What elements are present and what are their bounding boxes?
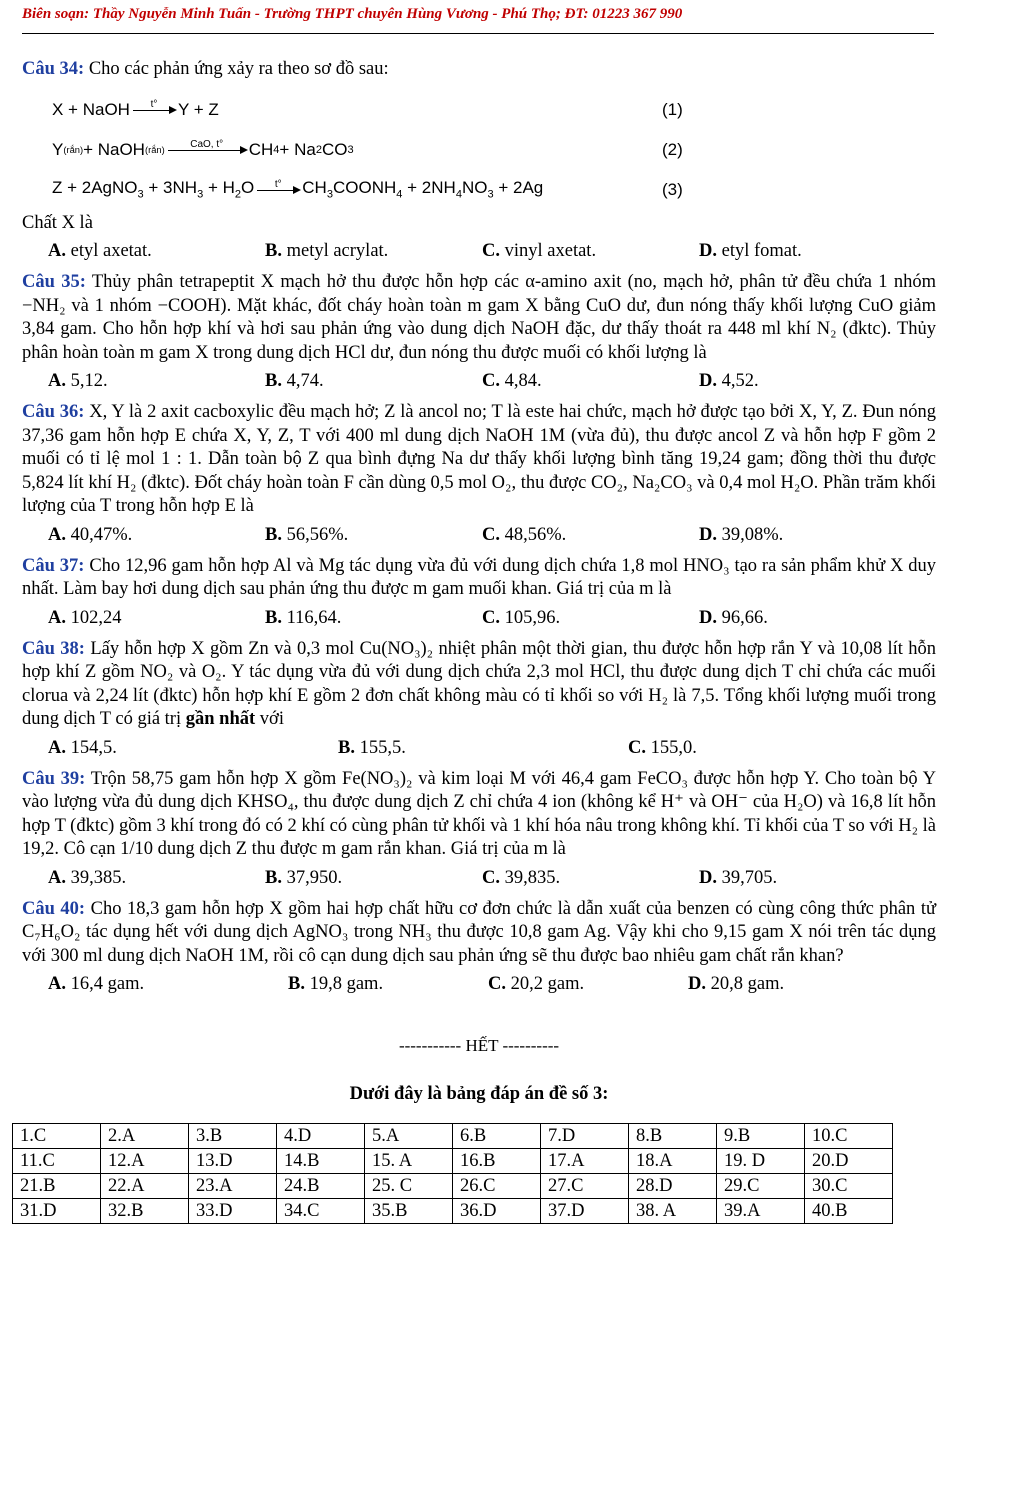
- question-text: Thủy phân tetrapeptit X mạch hở thu được hỗn hợp các α-amino axit (no, mạch hở, phân tử đều chứa 1 nhóm −NH₂ và 1 nhóm −COOH). Mặt khác, đốt cháy hoàn toàn m gam X bằng CuO dư, đun nóng thấy khối lượng CuO giảm 3,84 gam. Cho hỗn hợp khí và hơi sau phản ứng vào dung dịch NaOH đặc, dư thấy thoát ra 448 ml khí N₂ (đktc). Thủy phân hoàn toàn m gam X trong dung dịch HCl dư, đun nóng thu được muối có khối lượng là: [22, 272, 936, 363]
- table-cell: 28.D: [629, 1174, 717, 1199]
- answer-options: [48, 866, 936, 890]
- eq1-number: (1): [662, 99, 683, 119]
- table-cell: 15. A: [365, 1149, 453, 1174]
- table-cell: 12.A: [101, 1149, 189, 1174]
- exam-content: [22, 58, 936, 1224]
- option-c: C. vinyl axetat.: [482, 241, 597, 261]
- table-cell: 21.B: [13, 1174, 101, 1199]
- table-cell: 11.C: [13, 1149, 101, 1174]
- table-cell: 39.A: [717, 1199, 805, 1224]
- table-cell: 7.D: [541, 1124, 629, 1149]
- table-cell: 32.B: [101, 1199, 189, 1224]
- option-b: B. 116,64.: [265, 607, 342, 628]
- table-cell: 14.B: [277, 1149, 365, 1174]
- question-text: Cho 12,96 gam hỗn hợp Al và Mg tác dụng vừa đủ với dung dịch chứa 1,8 mol HNO₃ tạo ra sản phẩm khử X duy nhất. Làm bay hơi dung dịch sau phản ứng thu được m gam muối khan. Giá trị của m là: [22, 555, 937, 599]
- answer-options: [48, 736, 936, 760]
- answer-options: [48, 972, 936, 996]
- table-cell: 18.A: [629, 1149, 717, 1174]
- page-header: Biên soạn: Thầy Nguyễn Minh Tuấn - Trường THPT chuyên Hùng Vương - Phú Thọ; ĐT: 01223 367 990: [22, 6, 934, 34]
- option-c: C. 4,84.: [482, 371, 542, 391]
- question-text: Lấy hỗn hợp X gồm Zn và 0,3 mol Cu(NO₃)₂ nhiệt phân một thời gian, thu được hỗn hợp rắn Y và 10,08 lít hỗn hợp khí Z gồm NO₂ và O₂. Y tác dụng vừa đủ với dung dịch chứa 2,3 mol HCl, thu được dung dịch T chỉ chứa các muối clorua và 2,24 lít (đktc) hỗn hợp khí E gồm 2 đơn chất không màu có tỉ khối so với H₂ là 7,5. Tổng khối lượng muối trong dung dịch T có giá trị: [22, 638, 937, 729]
- table-cell: 33.D: [189, 1199, 277, 1224]
- table-cell: 26.C: [453, 1174, 541, 1199]
- answer-options: [48, 523, 936, 547]
- option-a: A. 5,12.: [48, 371, 108, 391]
- option-b: B. 37,950.: [265, 867, 343, 888]
- eq2-y: Y: [52, 139, 64, 159]
- table-cell: 31.D: [13, 1199, 101, 1224]
- option-b: B. metyl acrylat.: [265, 241, 389, 261]
- table-cell: 38. A: [629, 1199, 717, 1224]
- eq2-y-state: (rắn): [63, 144, 84, 155]
- table-cell: 37.D: [541, 1199, 629, 1224]
- reaction-scheme: [52, 90, 936, 210]
- eq2-number: (2): [662, 139, 683, 159]
- eq2-naoh: + NaOH: [83, 139, 145, 159]
- question-number: Câu 38:: [22, 638, 85, 659]
- table-cell: 22.A: [101, 1174, 189, 1199]
- option-d: D. 4,52.: [699, 371, 759, 391]
- table-cell: 9.B: [717, 1124, 805, 1149]
- table-cell: 10.C: [805, 1124, 893, 1149]
- table-cell: 2.A: [101, 1124, 189, 1149]
- question-35: [22, 271, 936, 393]
- question-number: Câu 36:: [22, 402, 85, 422]
- end-marker: ----------- HẾT ----------: [398, 1036, 560, 1055]
- eq2-product: CO: [321, 139, 348, 159]
- table-cell: 29.C: [717, 1174, 805, 1199]
- option-c: C. 105,96.: [482, 607, 561, 628]
- question-36: [22, 401, 936, 547]
- eq3-left: Z + 2AgNO$_3$ + $3NH_3 + H_2O$: [52, 178, 255, 201]
- table-cell: 30.C: [805, 1174, 893, 1199]
- eq1-left: X + NaOH: [52, 99, 130, 119]
- option-a: A. 102,24: [48, 607, 122, 628]
- answer-options: [48, 369, 936, 393]
- option-c: C. 39,835.: [482, 867, 561, 888]
- option-c: C. 48,56%.: [482, 524, 567, 545]
- table-cell: 13.D: [189, 1149, 277, 1174]
- question-number: Câu 37:: [22, 555, 85, 576]
- table-cell: 16.B: [453, 1149, 541, 1174]
- table-row: [13, 1149, 893, 1174]
- question-34: [22, 58, 936, 263]
- table-cell: 36.D: [453, 1199, 541, 1224]
- table-cell: 24.B: [277, 1174, 365, 1199]
- option-c: C. 20,2 gam.: [488, 974, 585, 994]
- arrow-condition: t°: [274, 179, 282, 190]
- table-cell: 20.D: [805, 1149, 893, 1174]
- question-number: Câu 35:: [22, 272, 86, 292]
- question-number: Câu 40:: [22, 898, 86, 919]
- table-cell: 6.B: [453, 1124, 541, 1149]
- subscript: 3: [347, 143, 354, 156]
- question-number: Câu 39:: [22, 768, 86, 789]
- table-cell: 3.B: [189, 1124, 277, 1149]
- reaction-arrow: [133, 100, 175, 111]
- reaction-arrow: [257, 180, 299, 191]
- eq3-number: (3): [662, 179, 683, 199]
- answer-options: [48, 606, 936, 630]
- eq2-product: + Na: [279, 139, 316, 159]
- arrow-condition: t°: [150, 99, 158, 110]
- question-40: [22, 898, 936, 997]
- answer-options: [48, 239, 936, 263]
- eq2-naoh-state: (rắn): [144, 144, 165, 155]
- equation-3: [52, 170, 936, 210]
- option-a: A. 154,5.: [48, 737, 117, 758]
- reaction-arrow: [168, 140, 246, 151]
- eq3-right: $CH_3COONH_4 + 2NH_4NO_3 + 2Ag$: [302, 178, 544, 201]
- table-cell: 25. C: [365, 1174, 453, 1199]
- option-d: D. 20,8 gam.: [688, 974, 785, 994]
- table-cell: 4.D: [277, 1124, 365, 1149]
- option-b: B. 4,74.: [265, 371, 324, 391]
- option-c: C. 155,0.: [628, 737, 697, 758]
- table-row: [13, 1124, 893, 1149]
- subscript: 2: [315, 143, 322, 156]
- option-b: B. 155,5.: [338, 737, 406, 758]
- table-row: [13, 1199, 893, 1224]
- option-a: A. 16,4 gam.: [48, 974, 145, 994]
- question-text: Cho 18,3 gam hỗn hợp X gồm hai hợp chất hữu cơ đơn chức là dẫn xuất của benzen có cùng công thức phân tử C₇H₆O₂ tác dụng hết với dung dịch AgNO₃ trong NH₃ thu được 10,8 gam Ag. Vậy khi cho 9,15 gam X nói trên tác dụng với 300 ml dung dịch NaOH 1M, rồi cô cạn dung dịch sau phản ứng sẽ thu được bao nhiêu gam chất rắn khan?: [22, 898, 936, 966]
- option-d: D. 39,705.: [699, 867, 778, 888]
- option-a: A. etyl axetat.: [48, 241, 152, 261]
- question-text: Trộn 58,75 gam hỗn hợp X gồm Fe(NO₃)₂ và kim loại M với 46,4 gam FeCO₃ được hỗn hợp Y. Cho toàn bộ Y vào lượng vừa đủ dung dịch KHSO₄, thu được dung dịch Z chỉ chứa 4 ion (không kể H⁺ và OH⁻ của H₂O) và 16,8 lít hỗn hợp T (đktc) gồm 3 khí trong đó có 2 khí có cùng phân tử khối và 1 khí hóa nâu trong không khí. Tỉ khối của T so với H₂ là 19,2. Cô cạn 1/10 dung dịch Z thu được m gam rắn khan. Giá trị của m là: [22, 768, 937, 859]
- table-cell: 17.A: [541, 1149, 629, 1174]
- table-cell: 27.C: [541, 1174, 629, 1199]
- eq2-product: CH: [248, 139, 274, 159]
- question-tail: với: [259, 709, 284, 729]
- option-d: D. 96,66.: [699, 607, 768, 628]
- answer-table-title: Dưới đây là bảng đáp án đề số 3:: [349, 1084, 609, 1104]
- option-a: A. 40,47%.: [48, 524, 133, 545]
- option-a: A. 39,385.: [48, 867, 127, 888]
- table-cell: 35.B: [365, 1199, 453, 1224]
- table-cell: 23.A: [189, 1174, 277, 1199]
- option-d: D. etyl fomat.: [699, 241, 802, 261]
- table-row: [13, 1174, 893, 1199]
- equation-1: [52, 90, 936, 130]
- eq1-right: Y + Z: [177, 99, 219, 119]
- emphasis: gần nhất: [185, 709, 256, 729]
- question-tail: Chất X là: [22, 212, 93, 233]
- subscript: 4: [273, 143, 280, 156]
- question-number: Câu 34:: [22, 59, 85, 79]
- table-cell: 34.C: [277, 1199, 365, 1224]
- question-38: [22, 638, 936, 760]
- table-cell: 1.C: [13, 1124, 101, 1149]
- question-text: X, Y là 2 axit cacboxylic đều mạch hở; Z là ancol no; T là este hai chức, mạch hở được tạo bởi X, Y, Z. Đun nóng 37,36 gam hỗn hợp E chứa X, Y, Z, T với 400 ml dung dịch NaOH 1M (vừa đủ), thu được ancol Z và hỗn hợp F gồm 2 muối có tỉ lệ mol 1 : 1. Dẫn toàn bộ Z qua bình đựng Na dư thấy khối lượng bình tăng 19,24 gam; đồng thời thu được 5,824 lít khí H₂ (đktc). Đốt cháy hoàn toàn F cần dùng 0,5 mol O₂, thu được CO₂, Na₂CO₃ và 0,4 mol H₂O. Phần trăm khối lượng của T trong hỗn hợp E là: [22, 402, 937, 516]
- option-b: B. 56,56%.: [265, 524, 349, 545]
- option-b: B. 19,8 gam.: [288, 974, 384, 994]
- question-37: [22, 555, 936, 630]
- table-cell: 5.A: [365, 1124, 453, 1149]
- table-cell: 19. D: [717, 1149, 805, 1174]
- table-cell: 40.B: [805, 1199, 893, 1224]
- answer-table: [12, 1123, 893, 1224]
- equation-2: [52, 130, 936, 170]
- question-39: [22, 768, 936, 890]
- question-text: Cho các phản ứng xảy ra theo sơ đồ sau:: [88, 59, 389, 79]
- table-cell: 8.B: [629, 1124, 717, 1149]
- arrow-condition: CaO, t°: [190, 139, 224, 150]
- option-d: D. 39,08%.: [699, 524, 784, 545]
